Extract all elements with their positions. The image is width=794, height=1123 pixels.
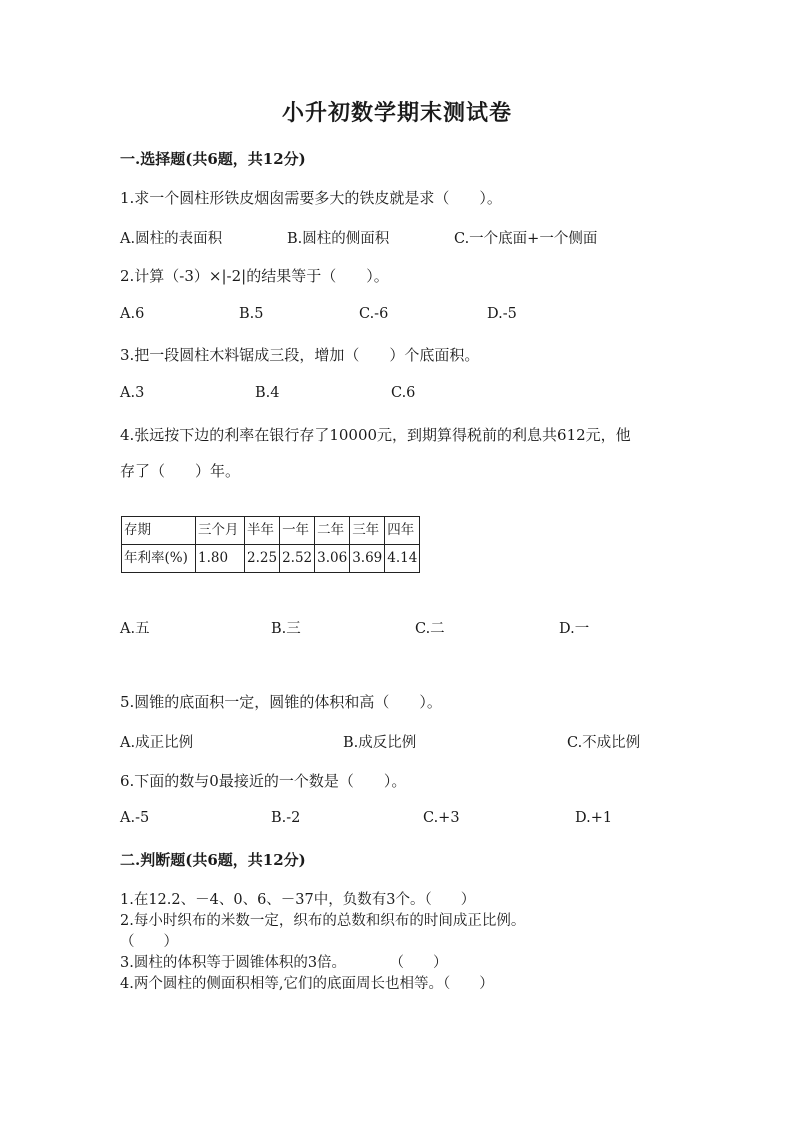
option-5b: B.成反比例 xyxy=(343,735,417,751)
table-cell: 2.25 xyxy=(245,545,280,573)
page-title: 小升初数学期末测试卷 xyxy=(281,100,512,126)
section-heading-judgment: 二.判断题(共6题，共12分) xyxy=(120,851,306,869)
table-cell: 半年 xyxy=(245,517,280,545)
question-4-line-1: 4.张远按下边的利率在银行存了10000元，到期算得税前的利息共612元，他 xyxy=(120,426,631,444)
option-6a: A.-5 xyxy=(120,810,150,826)
table-cell: 四年 xyxy=(385,517,420,545)
table-cell: 3.69 xyxy=(350,545,385,573)
table-header-row xyxy=(122,517,420,545)
option-6b: B.-2 xyxy=(271,810,301,826)
option-4d: D.一 xyxy=(559,621,590,637)
table-cell: 2.52 xyxy=(280,545,315,573)
judgment-item-2-blank: （ ） xyxy=(120,934,178,950)
option-4b: B.三 xyxy=(271,621,301,637)
question-1: 1.求一个圆柱形铁皮烟囱需要多大的铁皮就是求（ ）。 xyxy=(120,189,502,207)
judgment-item-4: 4.两个圆柱的侧面积相等,它们的底面周长也相等。（ ） xyxy=(120,976,494,992)
table-cell: 二年 xyxy=(315,517,350,545)
option-5a: A.成正比例 xyxy=(120,735,194,751)
option-1c: C.一个底面+一个侧面 xyxy=(454,231,598,247)
option-2a: A.6 xyxy=(120,306,145,322)
table-row xyxy=(122,545,420,573)
table-cell: 三个月 xyxy=(196,517,245,545)
question-2: 2.计算（-3）×|-2|的结果等于（ ）。 xyxy=(120,267,389,285)
section-heading-choice: 一.选择题(共6题，共12分) xyxy=(120,150,306,168)
option-4c: C.二 xyxy=(415,621,445,637)
question-5: 5.圆锥的底面积一定，圆锥的体积和高（ ）。 xyxy=(120,693,442,711)
option-3c: C.6 xyxy=(391,385,416,401)
table-cell: 一年 xyxy=(280,517,315,545)
table-cell: 3.06 xyxy=(315,545,350,573)
option-2d: D.-5 xyxy=(487,306,517,322)
question-6: 6.下面的数与0最接近的一个数是（ ）。 xyxy=(120,772,407,790)
option-1b: B.圆柱的侧面积 xyxy=(287,231,390,247)
option-1a: A.圆柱的表面积 xyxy=(120,231,223,247)
judgment-item-1: 1.在12.2、－4、0、6、－37中，负数有3个。（ ） xyxy=(120,892,476,908)
option-2c: C.-6 xyxy=(359,306,389,322)
option-3b: B.4 xyxy=(255,385,280,401)
option-3a: A.3 xyxy=(120,385,145,401)
judgment-item-3: 3.圆柱的体积等于圆锥体积的3倍。 （ ） xyxy=(120,955,448,971)
table-cell: 存期 xyxy=(122,517,196,545)
option-4a: A.五 xyxy=(120,621,150,637)
option-5c: C.不成比例 xyxy=(567,735,641,751)
question-3: 3.把一段圆柱木料锯成三段，增加（ ）个底面积。 xyxy=(120,346,480,364)
option-6d: D.+1 xyxy=(575,810,613,826)
table-cell: 三年 xyxy=(350,517,385,545)
option-6c: C.+3 xyxy=(423,810,460,826)
question-4-line-2: 存了（ ）年。 xyxy=(120,462,241,480)
table-cell: 4.14 xyxy=(385,545,420,573)
table-cell: 1.80 xyxy=(196,545,245,573)
option-2b: B.5 xyxy=(239,306,264,322)
table-cell: 年利率(%) xyxy=(122,545,196,573)
interest-rate-table xyxy=(121,516,420,573)
judgment-item-2: 2.每小时织布的米数一定，织布的总数和织布的时间成正比例。 xyxy=(120,913,526,929)
